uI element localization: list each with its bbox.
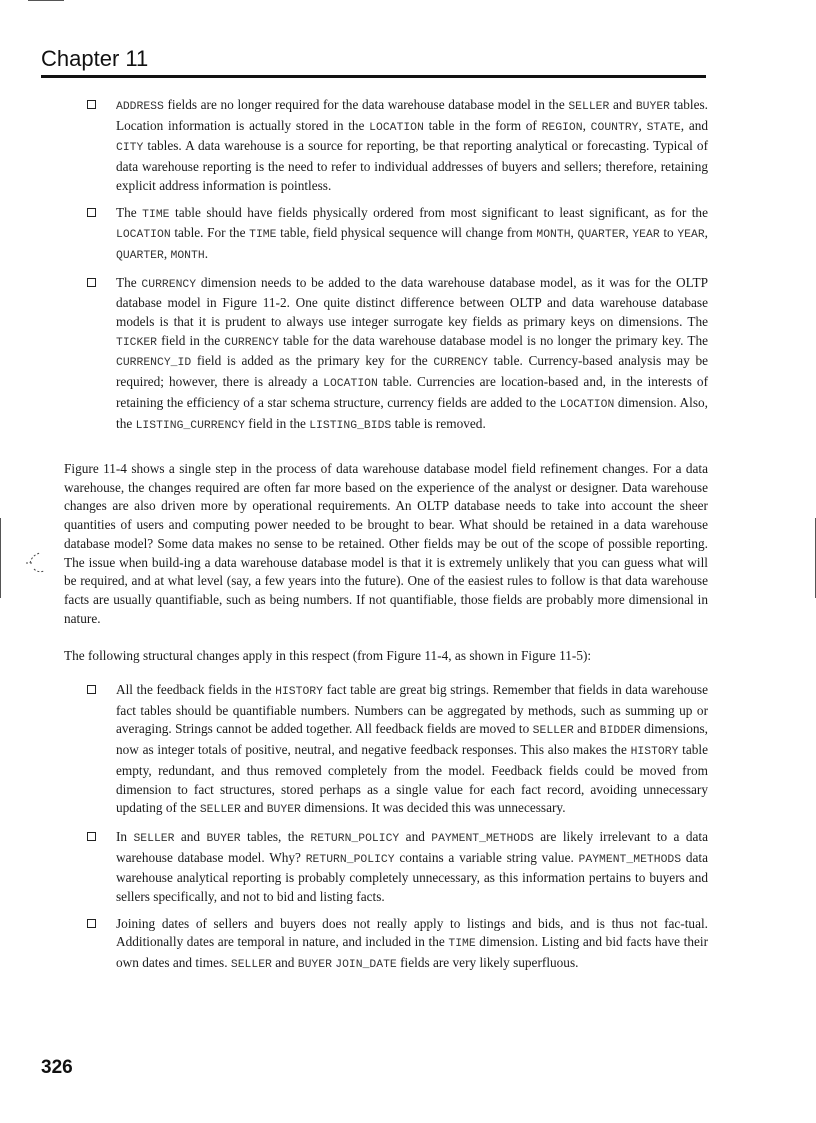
code-term: YEAR bbox=[632, 229, 660, 242]
code-term: BUYER bbox=[297, 959, 332, 972]
text-run: dimensions, now as integer totals of positive, neutral, and negative feedback responses. This also makes the bbox=[116, 721, 708, 758]
margin-line-left bbox=[0, 518, 1, 598]
checkbox-bullet-icon bbox=[87, 278, 96, 287]
text-run: field is added as the primary key for the bbox=[191, 353, 434, 369]
bullet-text bbox=[116, 681, 708, 820]
text-run: contains a variable string value. bbox=[394, 849, 579, 865]
code-term: BUYER bbox=[635, 101, 671, 113]
code-term: TICKER bbox=[116, 336, 158, 349]
code-term: CURRENCY_ID bbox=[116, 357, 192, 370]
checkbox-bullet-icon bbox=[87, 832, 96, 841]
text-run: field in the bbox=[244, 415, 310, 431]
code-term: CURRENCY bbox=[224, 336, 279, 349]
text-run: , bbox=[570, 225, 578, 241]
text-run: The bbox=[116, 204, 143, 220]
text-run: and bbox=[240, 800, 267, 816]
text-run: fields are no longer required for the data warehouse database model in the bbox=[163, 97, 569, 112]
text-run: dimension needs to be added to the data warehouse database model, as it was for the OLTP database model in Figure 11-2. One quite distinct difference between OLTP and data warehouse database models is that it is prudent to always use integer surrogate key fields as primary keys on dimensions. The bbox=[116, 274, 708, 330]
bullet-text bbox=[116, 274, 708, 436]
text-run: and bbox=[399, 828, 432, 844]
text-run: . bbox=[204, 245, 209, 261]
text-run: and bbox=[174, 828, 207, 844]
text-run: table should have fields physically ordered from most significant to least significant, as for the bbox=[169, 204, 708, 220]
checkbox-bullet-icon bbox=[87, 919, 96, 928]
page-number: 326 bbox=[41, 1057, 73, 1078]
code-term: ADDRESS bbox=[116, 101, 164, 113]
text-run: dimension. Also, the bbox=[116, 394, 708, 431]
bullet-text bbox=[116, 828, 708, 907]
code-term: STATE bbox=[646, 121, 681, 134]
checkbox-bullet-icon bbox=[87, 208, 96, 217]
bullet-item bbox=[0, 915, 816, 975]
text-run: In bbox=[116, 828, 134, 844]
text-run: table. Currency-based analysis may be required; however, there is already a bbox=[116, 353, 708, 390]
code-term: QUARTER bbox=[577, 229, 626, 242]
bullet-item bbox=[0, 204, 816, 266]
bullet-item bbox=[0, 828, 816, 907]
code-term: PAYMENT_METHODS bbox=[431, 832, 534, 845]
text-run: , bbox=[638, 117, 647, 133]
body-paragraph: The following structural changes apply in this respect (from Figure 11-4, as shown in Figure 11-5): bbox=[64, 648, 592, 663]
text-run: table. For the bbox=[170, 225, 250, 241]
body-paragraph: Figure 11-4 shows a single step in the process of data warehouse database model field refinement changes. For a data warehouse, the changes required are often far more based on the experience of the analyst or designer. Data warehouse changes are also driven more by operational requirements. An OLTP database needs to take into account the sheer quantities of users and computing power needed to be brought to bear. What should be retained in a data warehouse database model? Some data makes no sense to be retained. Other fields may be out of the scope of possible reporting. The issue when build-ing a data warehouse database model is that it is extremely unlikely that you can guess what will be required, and at what level (say, a few years into the future). One of the easiest rules to follow is that data warehouse facts are usually quantifiable, such as being numbers. If not quantifiable, those fields are probably more dimensional in nature. bbox=[64, 461, 708, 626]
code-term: MONTH bbox=[536, 229, 571, 242]
code-term: SELLER bbox=[230, 959, 272, 972]
code-term: LISTING_BIDS bbox=[309, 419, 392, 432]
text-run: and bbox=[573, 721, 600, 737]
code-term: TIME bbox=[448, 938, 476, 951]
code-term: MONTH bbox=[170, 249, 205, 262]
text-run: table, field physical sequence will change from bbox=[276, 225, 537, 241]
code-term: BUYER bbox=[206, 832, 241, 845]
text-run: table. Currencies are location-based and, in the interests of retaining the efficiency of a star schema structure, currency fields are added to the bbox=[116, 374, 708, 410]
code-term: RETURN_POLICY bbox=[310, 832, 400, 845]
code-term: LOCATION bbox=[323, 378, 378, 391]
text-run: All the feedback fields in the bbox=[116, 682, 276, 697]
text-run: , and bbox=[680, 117, 709, 133]
text-run: are likely irrelevant to a data warehouse database model. Why? bbox=[116, 828, 708, 865]
code-term: BUYER bbox=[266, 804, 301, 817]
bullet-list-bottom bbox=[0, 681, 816, 983]
code-term: JOIN_DATE bbox=[335, 959, 397, 972]
text-run: field in the bbox=[157, 332, 225, 348]
bullet-text bbox=[116, 204, 708, 266]
bullet-list-top bbox=[0, 96, 816, 443]
bullet-item bbox=[0, 274, 816, 436]
text-run: tables. Location information is actually stored in the bbox=[116, 97, 708, 133]
text-run: , bbox=[582, 117, 591, 133]
code-term: LISTING_CURRENCY bbox=[135, 419, 245, 432]
bullet-text bbox=[116, 96, 708, 196]
text-run: dimensions. It was decided this was unnecessary. bbox=[300, 800, 566, 816]
text-run: The bbox=[116, 274, 142, 290]
text-run: , bbox=[625, 225, 633, 241]
text-run: Joining dates of sellers and buyers does not really apply to listings and bids, and is thus not fac-tual. Additionally dates are temporal in nature, and included in the bbox=[116, 915, 708, 950]
text-run: fields are very likely superfluous. bbox=[396, 955, 579, 971]
text-run: to bbox=[659, 225, 678, 241]
bullet-text bbox=[116, 915, 708, 975]
code-term: LOCATION bbox=[369, 121, 424, 134]
text-run: table empty, redundant, and thus removed completely from the model. Feedback fields could be moved from dimension to fact structures, stored perhaps as a single value for each fact record, avoiding unnecessary updating of the bbox=[116, 742, 709, 816]
checkbox-bullet-icon bbox=[87, 685, 96, 694]
code-term: RETURN_POLICY bbox=[305, 853, 395, 866]
code-term: HISTORY bbox=[275, 686, 323, 698]
code-term: CITY bbox=[116, 142, 144, 155]
chapter-header: Chapter 11 bbox=[41, 46, 706, 78]
text-run: and bbox=[271, 955, 298, 971]
top-rule bbox=[28, 0, 64, 1]
code-term: TIME bbox=[249, 229, 277, 242]
code-term: QUARTER bbox=[116, 249, 164, 262]
bullet-item bbox=[0, 96, 816, 196]
code-term: CURRENCY bbox=[433, 357, 488, 370]
text-run: and bbox=[609, 97, 636, 112]
code-term: LOCATION bbox=[559, 398, 615, 411]
code-term: SELLER bbox=[199, 804, 241, 817]
code-term: TIME bbox=[142, 208, 170, 221]
text-run: tables, the bbox=[240, 828, 311, 844]
code-term: SELLER bbox=[568, 101, 610, 113]
code-term: REGION bbox=[541, 121, 583, 134]
text-run: table in the form of bbox=[423, 117, 542, 133]
code-term: SELLER bbox=[532, 725, 574, 738]
text-run: data warehouse analytical reporting is probably completely unnecessary, as this information pertains to buyers and sellers specifically, and not to bid and listing facts. bbox=[116, 849, 708, 905]
text-run: fact table are great big strings. Remember that fields in data warehouse fact tables should be quantifiable numbers. Numbers can be aggregated by methods, such as summing up or averaging. Strings cannot be added together. All feedback fields are moved to bbox=[116, 682, 708, 737]
bullet-item bbox=[0, 681, 816, 820]
code-term: COUNTRY bbox=[590, 121, 639, 134]
code-term: YEAR bbox=[677, 229, 705, 242]
text-run: , bbox=[704, 225, 708, 241]
code-term: LOCATION bbox=[116, 229, 171, 242]
code-term: SELLER bbox=[133, 832, 175, 845]
text-run: , bbox=[163, 245, 171, 261]
code-term: PAYMENT_METHODS bbox=[578, 853, 682, 866]
text-run: table for the data warehouse database model is no longer the primary key. The bbox=[278, 332, 708, 348]
code-term: CURRENCY bbox=[141, 278, 197, 291]
code-term: HISTORY bbox=[630, 746, 679, 759]
page-edge-mark-icon bbox=[22, 545, 52, 575]
code-term: BIDDER bbox=[599, 725, 641, 738]
text-run: dimension. Listing and bid facts have their own dates and times. bbox=[116, 934, 708, 971]
text-run: table is removed. bbox=[391, 415, 486, 431]
checkbox-bullet-icon bbox=[87, 100, 96, 109]
text-run: tables. A data warehouse is a source for reporting, be that reporting analytical or forecasting. Typical of data warehouse reporting is the need to refer to individual addresses of buyers and sellers; therefore, retaining explicit address information is pointless. bbox=[116, 138, 708, 193]
